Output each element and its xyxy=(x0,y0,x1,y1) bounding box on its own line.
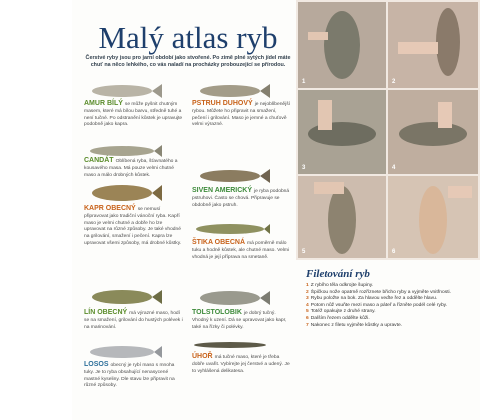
fish-entry-tolstolobik: TOLSTOLOBIK je dobrý tučný. Vhodný k uzení. Dá se upravovat jako kapr, také na řízky či polévky. xyxy=(192,309,287,330)
fillet-step: 3 Rybu položte na bok. Za hlavou veďte řez a oddělte hlavu. xyxy=(306,296,438,302)
fish-entry-uhor: ÚHOŘ má tučné maso, které je třeba dobře uvařit. Vybírejte jej čerstvé a udený. Je to vyhlášená delikatesa. xyxy=(192,353,290,374)
fillet-step: 5 Totéž opakujte z druhé strany. xyxy=(306,309,376,315)
fish-entry-pstruh: PSTRUH DUHOVÝ je nejoblíbenější rybou. Můžete ho připravit na smažení, pečení i grilování. Maso je jemné a chuťově velmi výrazné. xyxy=(192,100,291,128)
fish-entry-kapr: KAPR OBECNÝ se nemusí připravovat jako tradiční vánoční ryba. Kapří maso je velmi chutné a dobře ho lze upravovat na různé způsoby. Je také vhodné na grilování, smažení i pečení. Kapra lze upravovat všemi způsoby, má drobné kůstky. xyxy=(84,205,182,246)
losos-fish-image xyxy=(82,343,162,361)
fish-entry-siven: SIVEN AMERICKÝ je ryba podobná pstruhovi. Často se chová. Připravuje se obdobně jako pstruh. xyxy=(192,187,290,208)
left-margin xyxy=(0,0,72,420)
filleting-heading: Filetování ryb xyxy=(306,268,370,280)
amur-fish-image xyxy=(82,82,162,100)
fish-entry-losos: LOSOS obecný je rybí maso s mnoha tuky. Je to ryba obsahující nenasycené mastné kyseliny. Dle stavu lze připravit na různé způsoby. xyxy=(84,361,175,389)
step-photo-5: 5 xyxy=(298,176,386,258)
kapr-fish-image xyxy=(82,182,162,204)
lin-fish-image xyxy=(82,287,162,307)
step-photo-2: 2 xyxy=(388,2,478,88)
fillet-step: 2 Špičkou nože opatrně rozříznete břicho ryby a vyjměte vnitřnosti. xyxy=(306,289,451,295)
step-photo-3: 3 xyxy=(298,90,386,174)
page-title: Malý atlas ryb xyxy=(98,20,278,55)
fish-entry-candat: CANDÁT Oblíbená ryba, šťavnatého a kousavého masa. Má pouze velmi chutné maso a málo drobných kůstek. xyxy=(84,157,178,178)
pstruh-fish-image xyxy=(190,82,270,100)
siven-fish-image xyxy=(190,166,270,186)
fish-entry-amur: AMUR BÍLÝ se může pyšnit chutným masem, které má bílou barvu, středně tuhé a není tučné. Po odstranění kůstek je upravujte podobně jako kapra. xyxy=(84,100,183,128)
fillet-step: 1 Z rybího těla odkrojte šupiny. xyxy=(306,283,374,288)
fillet-step: 4 Potom nůž vsuňte mezi maso a páteř a řízněte podél celé ryby. xyxy=(306,302,448,308)
fish-entry-stika: ŠTIKA OBECNÁ má poměrně málo tuku a hodně kůstek, ale chutné maso. Velmi vhodná je její příprava na smetaně. xyxy=(192,239,290,260)
uhor-fish-image xyxy=(190,338,270,352)
tolstolobik-fish-image xyxy=(190,288,270,308)
intro-text: Čerstvé ryby jsou pro jarní období jako stvořené. Po zimě plné sytých jídel máte chuť na něco lehkého, co vás naladí na procházky probouzející se přírodou. xyxy=(85,55,291,69)
step-photo-6: 6 xyxy=(388,176,478,258)
fillet-step: 6 Dalším řezem oddělte kůži. xyxy=(306,315,370,321)
step-photo-1: 1 xyxy=(298,2,386,88)
filleting-photo-grid xyxy=(296,0,480,260)
filleting-steps-list xyxy=(306,283,474,329)
fillet-step: 7 Nakonec z filetu vyjměte kůstky a upravte. xyxy=(306,322,403,328)
stika-fish-image xyxy=(190,220,270,238)
fish-entry-lin: LÍN OBECNÝ má výrazné maso, hodí se na smažení, grilování do hustých polévek i na marinování. xyxy=(84,309,183,330)
filleting-instructions xyxy=(306,268,474,329)
step-photo-4: 4 xyxy=(388,90,478,174)
